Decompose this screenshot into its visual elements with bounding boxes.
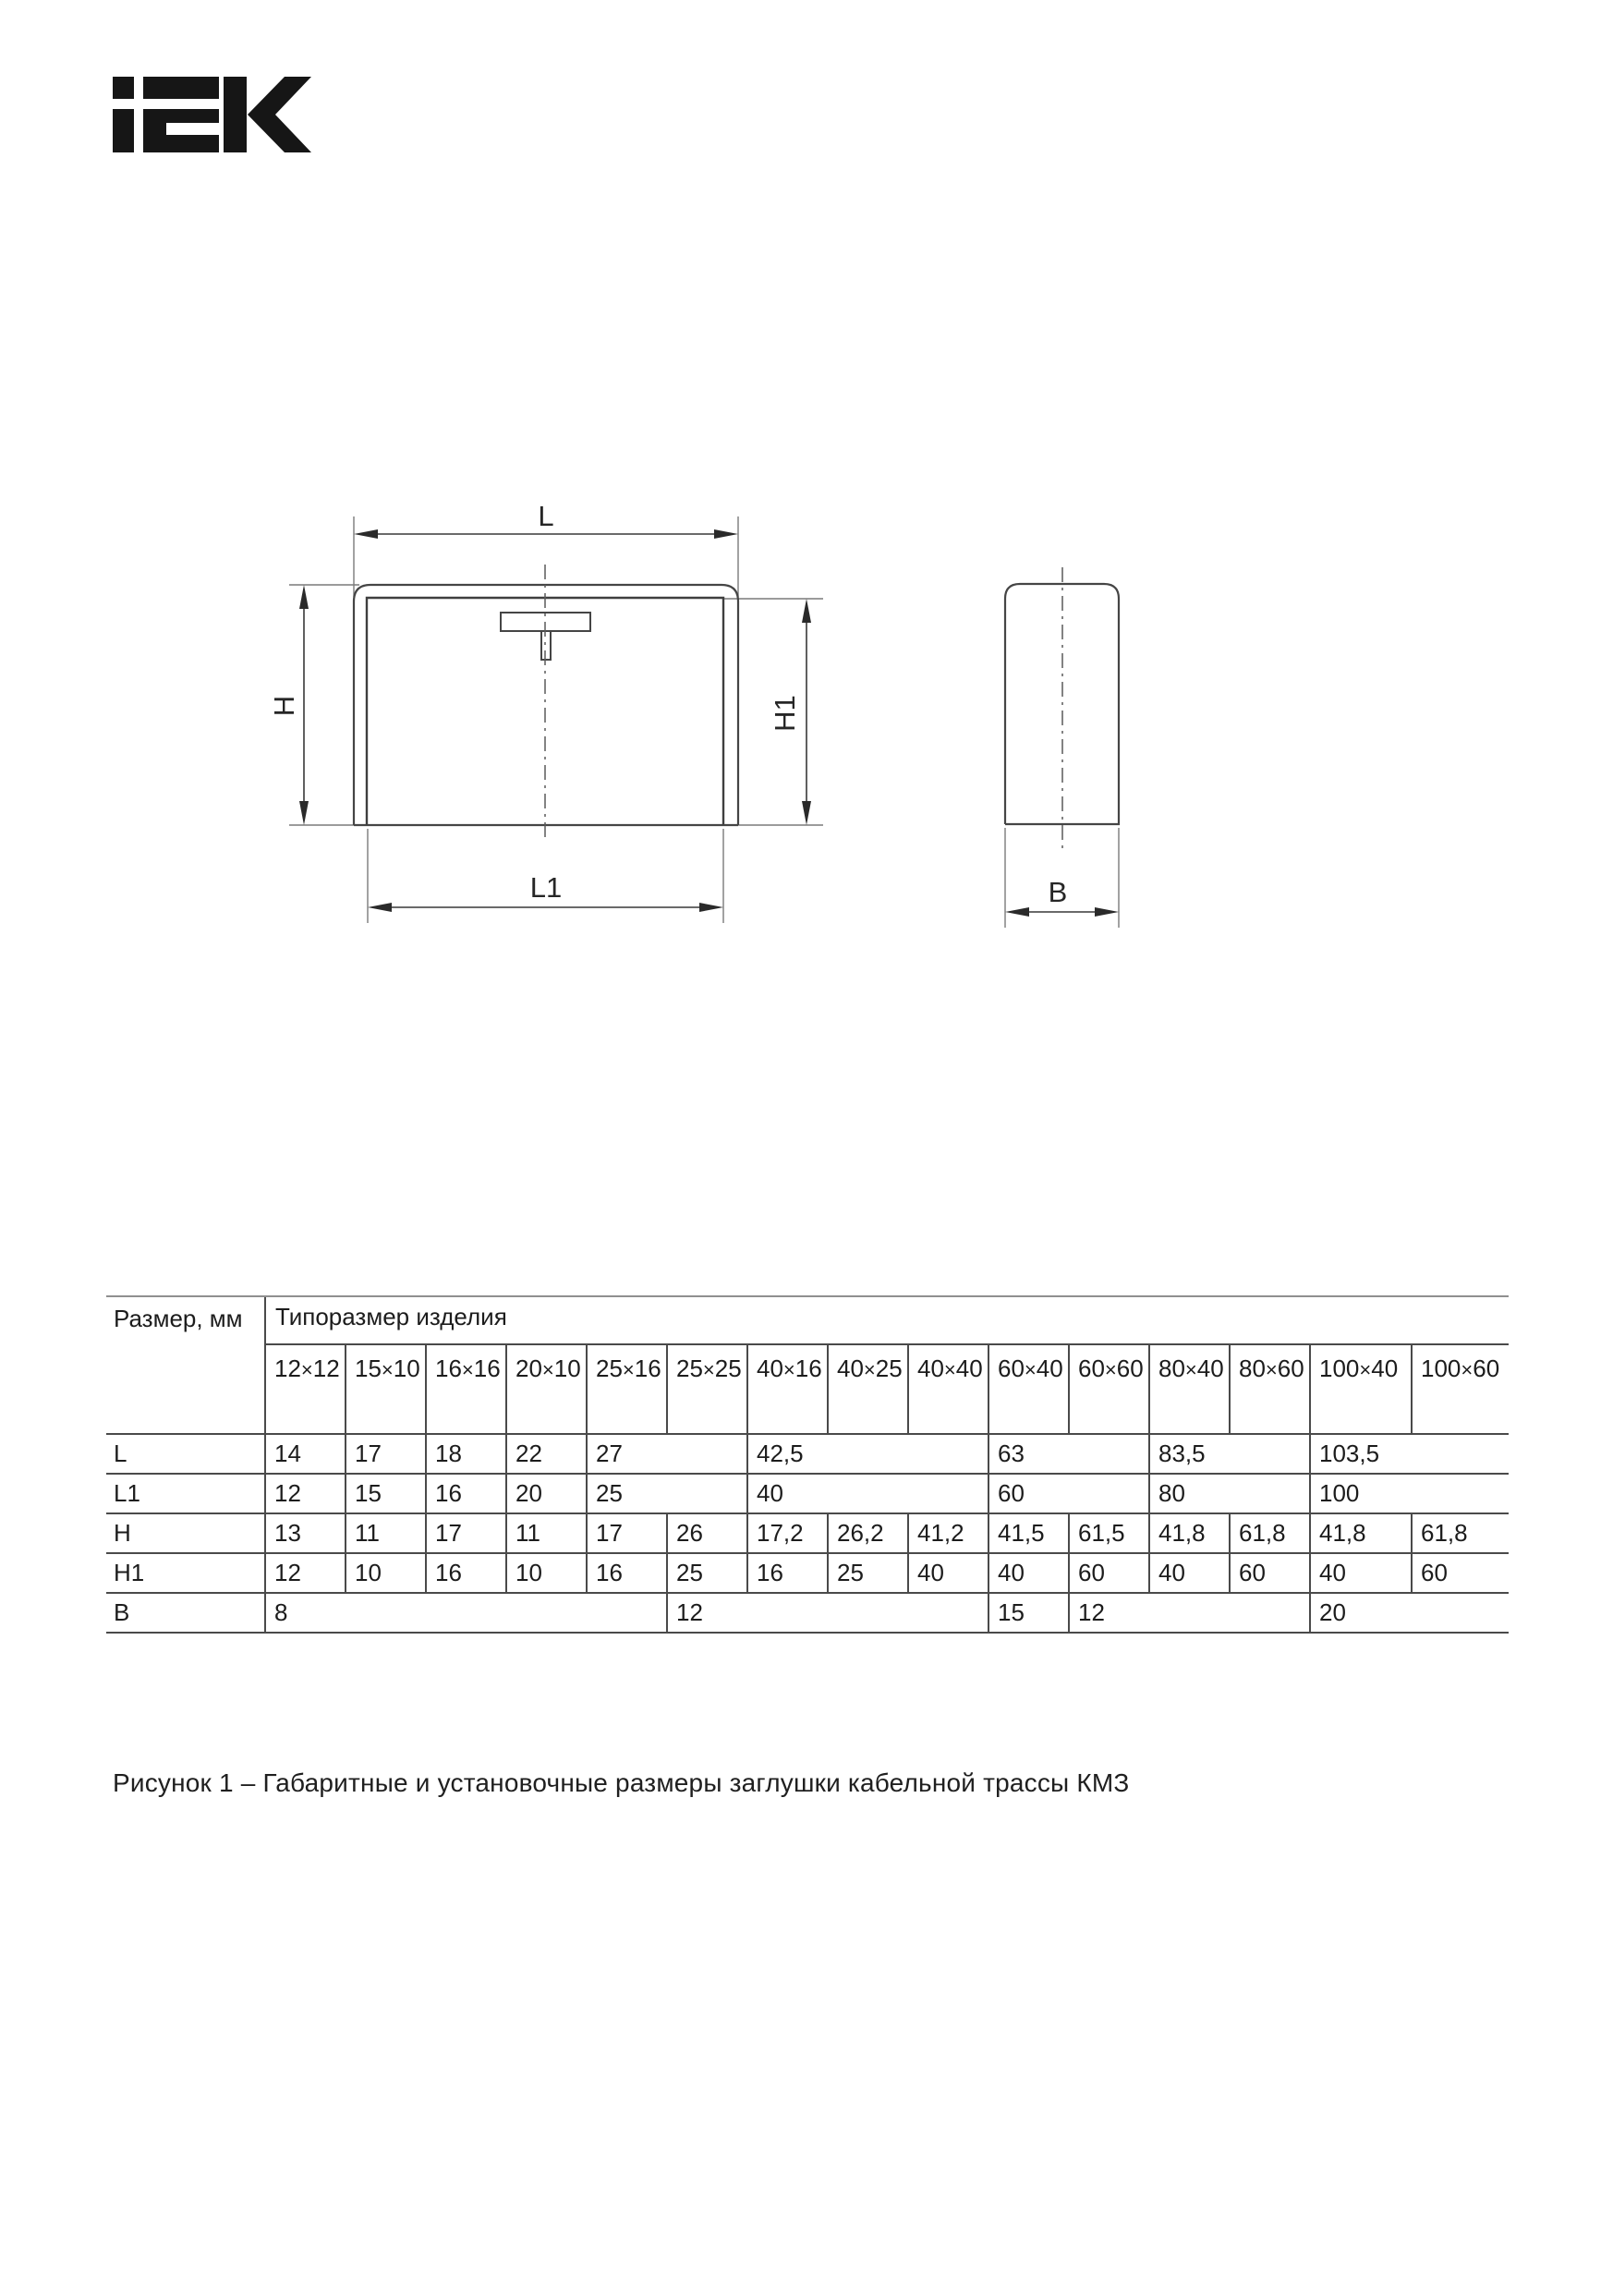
dimension-value-cell: 16 (426, 1474, 506, 1513)
dim-L1 (368, 871, 723, 912)
size-column-header: 40×25 (828, 1344, 908, 1434)
dim-L (354, 504, 738, 539)
dimension-value-cell: 60 (1069, 1553, 1149, 1593)
table-row (106, 1513, 1509, 1553)
dimension-value-cell: 40 (908, 1553, 988, 1593)
group-header: Типоразмер изделия (265, 1296, 1509, 1344)
size-column-header: 40×16 (747, 1344, 828, 1434)
size-column-header: 100×40 (1310, 1344, 1412, 1434)
multiply-sign: × (1359, 1358, 1372, 1381)
dimension-value-cell: 25 (828, 1553, 908, 1593)
front-outline (354, 585, 738, 825)
logo-k-chevron (248, 77, 311, 152)
dimension-value-cell: 26 (667, 1513, 747, 1553)
table-row (106, 1434, 1509, 1474)
dimension-value-cell: 11 (346, 1513, 426, 1553)
multiply-sign: × (1265, 1358, 1278, 1381)
dimension-value-cell: 8 (265, 1593, 667, 1633)
dimension-value-cell: 17 (346, 1434, 426, 1474)
multiply-sign: × (300, 1358, 313, 1381)
logo-i-dot (113, 77, 134, 99)
iek-logo (113, 77, 311, 152)
size-column-header: 25×25 (667, 1344, 747, 1434)
dimensions-table (106, 1295, 1509, 1634)
dimension-value-cell: 40 (988, 1553, 1069, 1593)
size-header-row (106, 1344, 1509, 1434)
size-column-header: 16×16 (426, 1344, 506, 1434)
dimension-value-cell: 20 (1310, 1593, 1509, 1633)
logo-k-stem (224, 77, 247, 152)
dimension-value-cell: 12 (1069, 1593, 1310, 1633)
dimension-value-cell: 12 (667, 1593, 988, 1633)
dimension-value-cell: 61,8 (1230, 1513, 1310, 1553)
multiply-sign: × (863, 1358, 876, 1381)
dim-label-H: H (268, 695, 300, 717)
dim-H1 (769, 599, 811, 825)
size-column-header: 60×40 (988, 1344, 1069, 1434)
multiply-sign: × (702, 1358, 715, 1381)
dim-label-B: B (1048, 876, 1068, 908)
dimension-value-cell: 42,5 (747, 1434, 988, 1474)
logo-e-body (143, 109, 219, 152)
dimension-value-cell: 60 (1412, 1553, 1509, 1593)
dimension-value-cell: 22 (506, 1434, 587, 1474)
size-column-header: 80×60 (1230, 1344, 1310, 1434)
dimension-value-cell: 100 (1310, 1474, 1509, 1513)
dimension-value-cell: 15 (346, 1474, 426, 1513)
dimension-value-cell: 80 (1149, 1474, 1310, 1513)
dimensions-table-wrapper (106, 1295, 1509, 1634)
dimension-value-cell: 63 (988, 1434, 1149, 1474)
dimension-value-cell: 13 (265, 1513, 346, 1553)
row-label: L1 (106, 1474, 265, 1513)
multiply-sign: × (461, 1358, 474, 1381)
multiply-sign: × (622, 1358, 635, 1381)
group-header-row (106, 1296, 1509, 1344)
table-row (106, 1593, 1509, 1633)
dimension-value-cell: 60 (988, 1474, 1149, 1513)
dimension-value-cell: 10 (346, 1553, 426, 1593)
dimension-value-cell: 40 (1149, 1553, 1230, 1593)
table-body (106, 1434, 1509, 1633)
size-column-header: 100×60 (1412, 1344, 1509, 1434)
dimension-value-cell: 14 (265, 1434, 346, 1474)
multiply-sign: × (1104, 1358, 1117, 1381)
dimension-value-cell: 10 (506, 1553, 587, 1593)
row-label: B (106, 1593, 265, 1633)
dim-B (1005, 876, 1119, 917)
dimension-value-cell: 103,5 (1310, 1434, 1509, 1474)
dimension-value-cell: 61,5 (1069, 1513, 1149, 1553)
dimension-value-cell: 61,8 (1412, 1513, 1509, 1553)
size-column-header: 60×60 (1069, 1344, 1149, 1434)
dimension-value-cell: 16 (747, 1553, 828, 1593)
dimension-value-cell: 40 (1310, 1553, 1412, 1593)
multiply-sign: × (782, 1358, 795, 1381)
extension-lines (289, 516, 823, 923)
size-column-header: 12×12 (265, 1344, 346, 1434)
dimension-value-cell: 17 (426, 1513, 506, 1553)
size-column-header: 40×40 (908, 1344, 988, 1434)
dimension-value-cell: 40 (747, 1474, 988, 1513)
figure-caption: Рисунок 1 – Габаритные и установочные размеры заглушки кабельной трассы КМЗ (113, 1768, 1130, 1797)
multiply-sign: × (1024, 1358, 1037, 1381)
dim-label-L1: L1 (529, 871, 563, 904)
multiply-sign: × (1184, 1358, 1197, 1381)
dimension-value-cell: 41,2 (908, 1513, 988, 1553)
dim-label-L: L (538, 504, 554, 532)
dimension-value-cell: 16 (426, 1553, 506, 1593)
dimension-value-cell: 27 (587, 1434, 747, 1474)
size-column-header: 80×40 (1149, 1344, 1230, 1434)
size-column-header: 20×10 (506, 1344, 587, 1434)
dim-label-H1: H1 (769, 695, 801, 732)
dimension-value-cell: 17,2 (747, 1513, 828, 1553)
size-column-header: 25×16 (587, 1344, 667, 1434)
dimension-value-cell: 18 (426, 1434, 506, 1474)
dimension-value-cell: 25 (667, 1553, 747, 1593)
dimension-value-cell: 41,8 (1149, 1513, 1230, 1553)
logo-e-top-bar (143, 77, 219, 99)
multiply-sign: × (381, 1358, 394, 1381)
dimension-value-cell: 11 (506, 1513, 587, 1553)
dimension-value-cell: 26,2 (828, 1513, 908, 1553)
dim-H (268, 585, 309, 825)
dimension-value-cell: 17 (587, 1513, 667, 1553)
dimension-value-cell: 15 (988, 1593, 1069, 1633)
dimension-value-cell: 12 (265, 1553, 346, 1593)
dimension-value-cell: 12 (265, 1474, 346, 1513)
row-label: H (106, 1513, 265, 1553)
logo-i-stem (113, 109, 134, 152)
corner-header: Размер, мм (106, 1296, 265, 1434)
multiply-sign: × (541, 1358, 554, 1381)
dimension-value-cell: 41,8 (1310, 1513, 1412, 1553)
table-row (106, 1474, 1509, 1513)
dimension-value-cell: 16 (587, 1553, 667, 1593)
multiply-sign: × (1461, 1358, 1474, 1381)
size-column-header: 15×10 (346, 1344, 426, 1434)
dimension-value-cell: 25 (587, 1474, 747, 1513)
front-view (268, 504, 823, 923)
dimension-value-cell: 20 (506, 1474, 587, 1513)
dimension-value-cell: 41,5 (988, 1513, 1069, 1553)
row-label: L (106, 1434, 265, 1474)
side-view (1005, 567, 1119, 928)
multiply-sign: × (943, 1358, 956, 1381)
dimension-drawing (249, 504, 1173, 938)
dimension-value-cell: 60 (1230, 1553, 1310, 1593)
dimension-value-cell: 83,5 (1149, 1434, 1310, 1474)
row-label: H1 (106, 1553, 265, 1593)
table-row (106, 1553, 1509, 1593)
